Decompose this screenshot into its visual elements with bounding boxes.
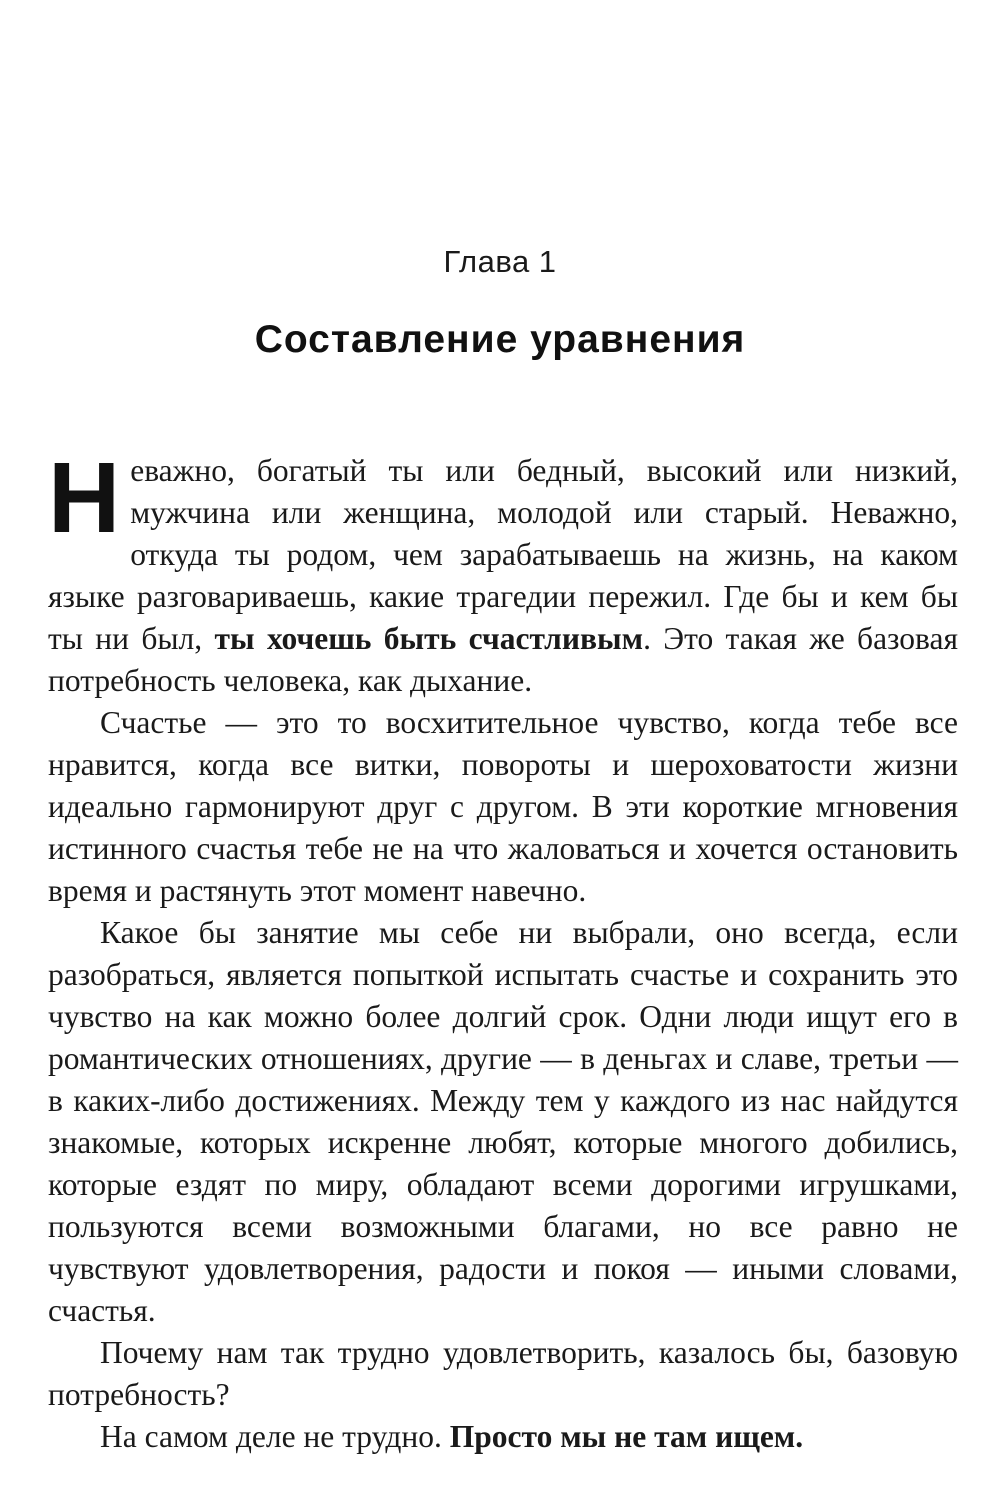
paragraph-1 [48, 442, 958, 702]
paragraph-2: Счастье — это то восхитительное чувство, когда тебе все нравится, когда все витки, повороты и шероховатости жизни идеально гармонируют друг с другом. В эти короткие мгновения истинного счастья тебе не на что жаловаться и хочется остановить время и растянуть этот момент навечно. [48, 705, 958, 908]
paragraph-4: Почему нам так трудно удовлетворить, казалось бы, базовую потребность? [48, 1335, 958, 1412]
paragraph-5-text-start: На самом деле не трудно. [100, 1419, 450, 1454]
chapter-title: Составление уравнения [254, 318, 746, 361]
paragraph-1-text-start: еважно, богатый ты или бедный, высокий или низкий, мужчина или женщина, молодой или старый. Неважно, откуда ты родом, чем зарабатываешь на жизнь, на каком языке разговариваешь, какие трагедии пережил. Где бы и кем бы ты ни был, [48, 453, 958, 656]
paragraph-1-text-end: . Это такая же базовая потребность человека, как дыхание. [48, 621, 958, 698]
paragraph-3: Какое бы занятие мы себе ни выбрали, оно всегда, если разобраться, является попыткой испытать счастье и сохранить это чувство на как можно более долгий срок. Одни люди ищут его в романтических отношениях, другие — в деньгах и славе, третьи — в каких-либо достижениях. Между тем у каждого из нас найдутся знакомые, которых искренне любят, которые многого добились, которые ездят по миру, обладают всеми дорогими игрушками, пользуются всеми возможными благами, но все равно не чувствуют удовлетворения, радости и покоя — иными словами, счастья. [48, 915, 958, 1328]
chapter-body [48, 442, 958, 1458]
paragraph-5 [48, 1416, 958, 1458]
drop-cap: Н [48, 442, 121, 554]
chapter-label: Глава 1 [443, 244, 557, 279]
paragraph-1-bold-phrase: ты хочешь быть счастливым [214, 621, 644, 656]
paragraph-5-bold-phrase: Просто мы не там ищем. [449, 1419, 804, 1454]
